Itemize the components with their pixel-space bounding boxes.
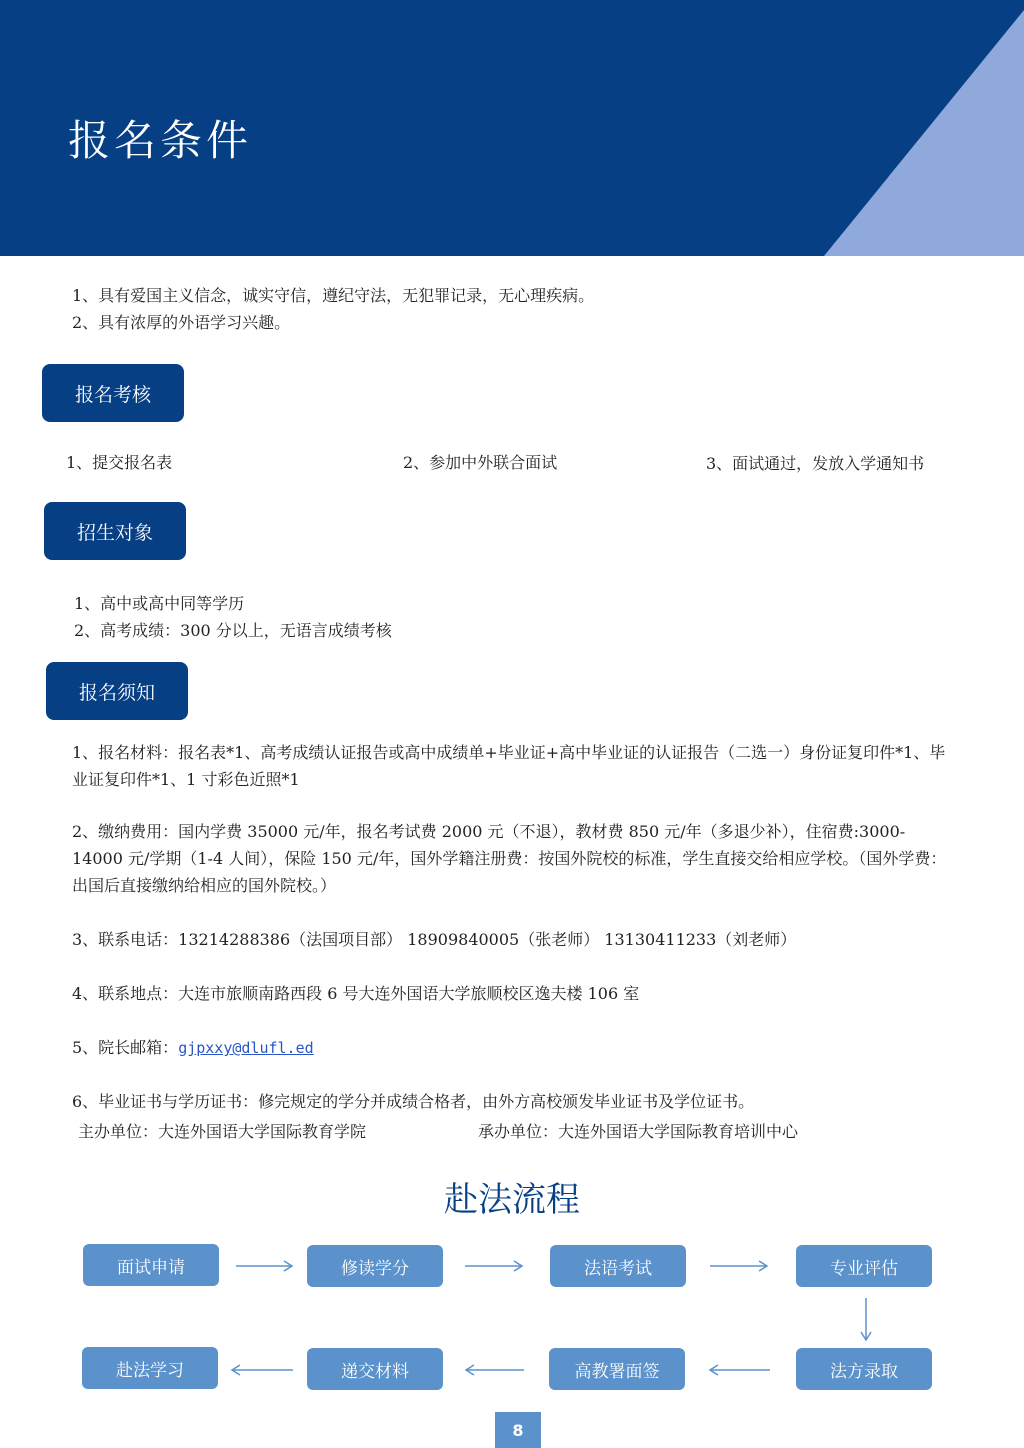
assessment-step: 3、面试通过，发放入学通知书 [706, 454, 925, 473]
flow-step-interview: 面试申请 [83, 1244, 219, 1286]
notice-badge: 报名须知 [46, 662, 188, 720]
page-title: 报名条件 [68, 116, 253, 165]
organizer: 主办单位：大连外国语大学国际教育学院 [78, 1122, 367, 1141]
undertaker: 承办单位：大连外国语大学国际教育培训中心 [478, 1122, 799, 1141]
email-link[interactable]: gjpxxy@dlufl.ed [178, 1039, 314, 1057]
arrow-right-icon [710, 1261, 767, 1271]
arrow-left-icon [232, 1365, 293, 1375]
page-number: 8 [495, 1412, 541, 1448]
notice-materials: 1、报名材料：报名表*1、高考成绩认证报告或高中成绩单+毕业证+高中毕业证的认证报告（二选一）身份证复印件*1、毕业证复印件*1、1 寸彩色近照*1 [72, 743, 946, 789]
notice-certificate: 6、毕业证书与学历证书：修完规定的学分并成绩合格者，由外方高校颁发毕业证书及学位证书。 [72, 1092, 755, 1111]
notice-address: 4、联系地点：大连市旅顺南路西段 6 号大连外国语大学旅顺校区逸夫楼 106 室 [72, 984, 640, 1003]
flow-step-credits: 修读学分 [307, 1245, 443, 1287]
target-item: 2、高考成绩：300 分以上，无语言成绩考核 [74, 621, 392, 640]
flow-step-study-france: 赴法学习 [82, 1347, 218, 1389]
assessment-step: 1、提交报名表 [66, 453, 173, 472]
target-item: 1、高中或高中同等学历 [74, 594, 245, 613]
arrow-left-icon [466, 1365, 524, 1375]
target-badge: 招生对象 [44, 502, 186, 560]
notice-fees: 2、缴纳费用：国内学费 35000 元/年，报名考试费 2000 元（不退），教材费 850 元/年（多退少补），住宿费:3000-14000 元/学期（1-4 人间），保险 150 元/年，国外学籍注册费：按国外院校的标准，学生直接交给相应学校。（国外学费：出国后直接缴纳给相应的国外院校。） [72, 822, 947, 895]
condition-item: 2、具有浓厚的外语学习兴趣。 [72, 313, 291, 332]
assessment-badge: 报名考核 [42, 364, 184, 422]
arrow-left-icon [710, 1365, 770, 1375]
flow-step-evaluation: 专业评估 [796, 1245, 932, 1287]
notice-phone: 3、联系电话：13214288386（法国项目部） 18909840005（张老师） 13130411233（刘老师） [72, 930, 797, 949]
arrow-right-icon [236, 1261, 292, 1271]
arrow-right-icon [465, 1261, 522, 1271]
condition-item: 1、具有爱国主义信念，诚实守信，遵纪守法，无犯罪记录，无心理疾病。 [72, 286, 595, 305]
flow-step-admission: 法方录取 [796, 1348, 932, 1390]
flow-step-french-exam: 法语考试 [550, 1245, 686, 1287]
flow-title: 赴法流程 [444, 1180, 580, 1220]
flow-step-visa: 高教署面签 [549, 1348, 685, 1390]
arrow-down-icon [861, 1298, 871, 1340]
email-label: 5、院长邮箱： [72, 1038, 179, 1057]
assessment-step: 2、参加中外联合面试 [403, 453, 558, 472]
flow-step-submit: 递交材料 [307, 1348, 443, 1390]
